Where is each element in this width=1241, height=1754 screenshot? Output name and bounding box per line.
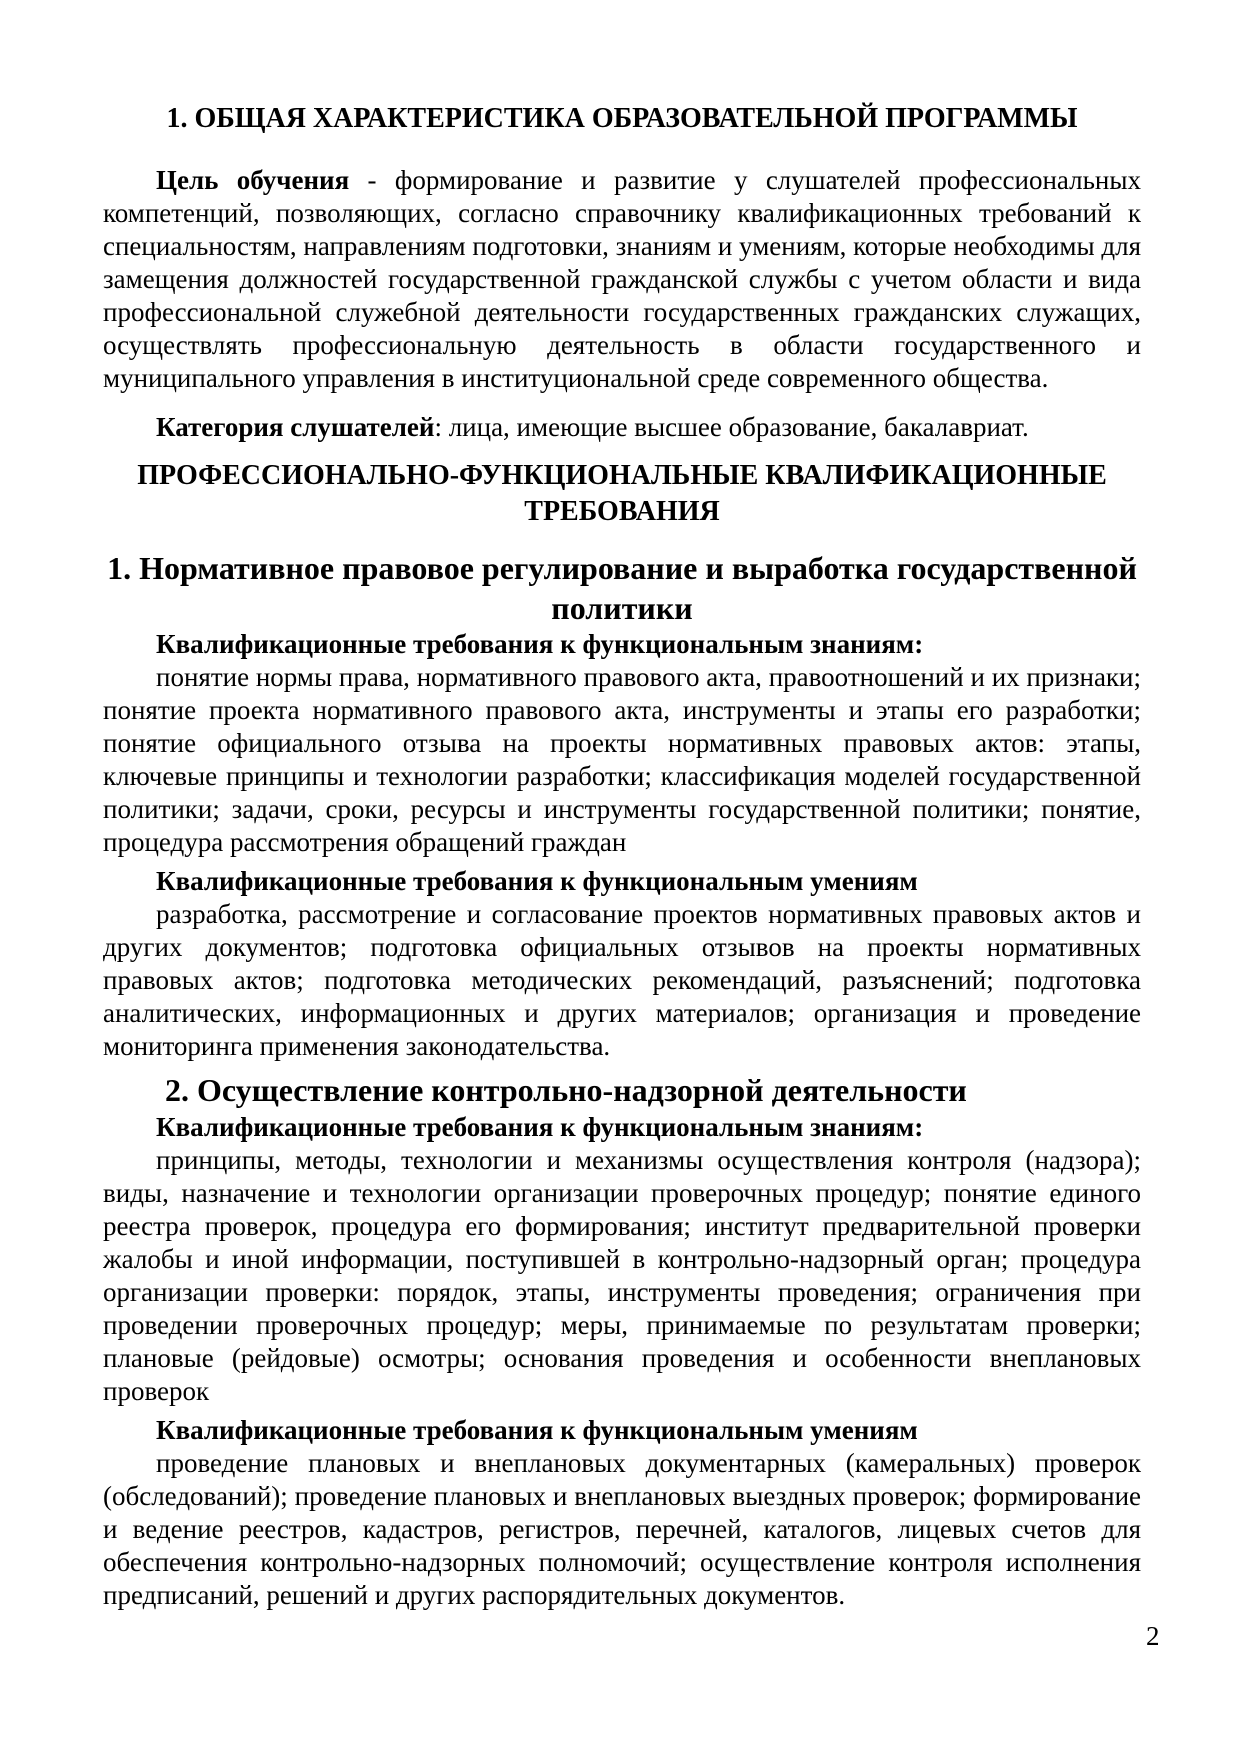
section2-skills-text: проведение плановых и внеплановых документарных (камеральных) проверок (обследований); проведение плановых и внеплановых выездных проверок; формирование и ведение реестров, кадастров, регистров, перечней, каталогов, лицевых счетов для обеспечения контрольно-надзорных полномочий; осуществление контроля исполнения предписаний, решений и других распорядительных документов. xyxy=(103,1448,1141,1610)
section1-skills-text: разработка, рассмотрение и согласование проектов нормативных правовых актов и других документов; подготовка официальных отзывов на проекты нормативных правовых актов; подготовка методических рекомендаций, разъяснений; подготовка аналитических, информационных и других материалов; организация и проведение мониторинга применения законодательства. xyxy=(103,899,1141,1061)
page-number: 2 xyxy=(1146,1621,1160,1651)
category-text: : лица, имеющие высшее образование, бакалавриат. xyxy=(434,412,1029,442)
section1-heading: 1. Нормативное правовое регулирование и выработка государственной политики xyxy=(107,550,1137,626)
category-label: Категория слушателей xyxy=(156,412,435,442)
section2-knowledge-text: принципы, методы, технологии и механизмы осуществления контроля (надзора); виды, назначение и технологии организации проверочных процедур; понятие единого реестра проверок, процедура его формирования; институт предварительной проверки жалобы и иной информации, поступившей в контрольно-надзорный орган; процедура организации проверки: порядок, этапы, инструменты проведения; ограничения при проведении проверочных процедур; меры, принимаемые по результатам проверки; плановые (рейдовые) осмотры; основания проведения и особенности внеплановых проверок xyxy=(103,1145,1141,1406)
section2-knowledge-label: Квалификационные требования к функциональным знаниям: xyxy=(156,1112,924,1142)
section1-skills-label: Квалификационные требования к функциональным умениям xyxy=(156,866,918,896)
section1-knowledge-text: понятие нормы права, нормативного правового акта, правоотношений и их признаки; понятие проекта нормативного правового акта, инструменты и этапы его разработки; понятие официального отзыва на проекты нормативных правовых актов: этапы, ключевые принципы и технологии разработки; классификация моделей государственной политики; задачи, сроки, ресурсы и инструменты государственной политики; понятие, процедура рассмотрения обращений граждан xyxy=(103,662,1141,857)
category-paragraph xyxy=(103,411,1141,444)
document-title: 1. ОБЩАЯ ХАРАКТЕРИСТИКА ОБРАЗОВАТЕЛЬНОЙ ПРОГРАММЫ xyxy=(166,103,1078,134)
goal-paragraph xyxy=(103,164,1141,395)
section2-skills-label: Квалификационные требования к функциональным умениям xyxy=(156,1415,918,1445)
goal-label: Цель обучения xyxy=(156,165,350,195)
goal-text: - формирование и развитие у слушателей профессиональных компетенций, позволяющих, согласно справочнику квалификационных требований к специальностям, направлениям подготовки, знаниям и умениям, которые необходимы для замещения должностей государственной гражданской службы с учетом области и вида профессиональной служебной деятельности государственных гражданских служащих, осуществлять профессиональную деятельность в области государственного и муниципального управления в институциональной среде современного общества. xyxy=(103,165,1142,393)
page-content xyxy=(103,100,1141,1612)
section1-knowledge-label: Квалификационные требования к функциональным знаниям: xyxy=(156,629,924,659)
section2-heading: 2. Осуществление контрольно-надзорной деятельности xyxy=(165,1072,967,1108)
requirements-title: ПРОФЕССИОНАЛЬНО-ФУНКЦИОНАЛЬНЫЕ КВАЛИФИКАЦИОННЫЕ ТРЕБОВАНИЯ xyxy=(137,460,1107,527)
